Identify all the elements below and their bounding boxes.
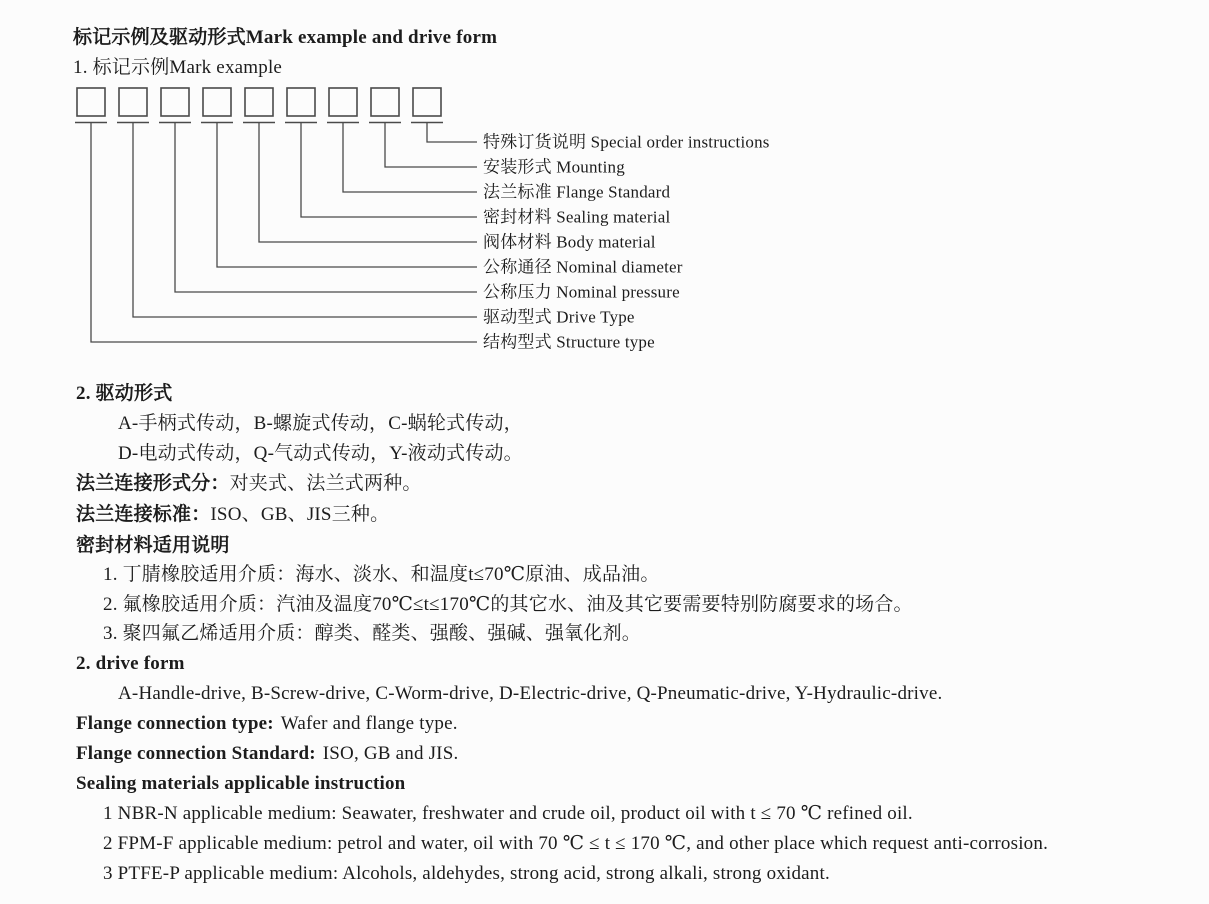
sealing-cn-item-3: 3. 聚四氟乙烯适用介质：醇类、醛类、强酸、强碱、强氧化剂。 bbox=[103, 623, 642, 644]
mark-diagram-lines bbox=[0, 0, 520, 360]
sealing-en-item-3: 3 PTFE-P applicable medium: Alcohols, aldehydes, strong acid, strong alkali, strong oxidant. bbox=[103, 863, 830, 884]
leader-line bbox=[301, 123, 477, 218]
leader-line bbox=[133, 123, 477, 318]
sealing-cn-heading: 密封材料适用说明 bbox=[76, 535, 230, 556]
diagram-label: 公称压力 Nominal pressure bbox=[483, 282, 680, 302]
drive-form-cn-heading: 2. 驱动形式 bbox=[76, 383, 173, 404]
diagram-label: 特殊订货说明 Special order instructions bbox=[483, 132, 770, 152]
code-box bbox=[77, 88, 105, 116]
leader-line bbox=[427, 123, 477, 143]
diagram-label: 公称通径 Nominal diameter bbox=[483, 257, 683, 277]
leader-line bbox=[343, 123, 477, 193]
drive-form-en-line: A-Handle-drive, B-Screw-drive, C-Worm-drive, D-Electric-drive, Q-Pneumatic-drive, Y-Hydraulic-drive. bbox=[118, 683, 943, 704]
sealing-en-heading: Sealing materials applicable instruction bbox=[76, 773, 406, 794]
leader-line bbox=[217, 123, 477, 268]
code-box bbox=[329, 88, 357, 116]
flange-type-cn-label: 法兰连接形式分： bbox=[76, 473, 230, 494]
flange-type-en-value: Wafer and flange type. bbox=[280, 713, 458, 734]
code-box bbox=[413, 88, 441, 116]
diagram-label: 密封材料 Sealing material bbox=[483, 207, 671, 227]
code-box bbox=[287, 88, 315, 116]
flange-type-en-line bbox=[76, 714, 458, 733]
flange-type-cn-line bbox=[76, 474, 422, 493]
code-box bbox=[161, 88, 189, 116]
flange-type-cn-value: 对夹式、法兰式两种。 bbox=[229, 473, 422, 494]
sealing-cn-item-2: 2. 氟橡胶适用介质：汽油及温度70℃≤t≤170℃的其它水、油及其它要需要特别防腐要求的场合。 bbox=[103, 594, 913, 615]
diagram-label: 阀体材料 Body material bbox=[483, 232, 656, 252]
sealing-cn-item-1: 1. 丁腈橡胶适用介质：海水、淡水、和温度t≤70℃原油、成品油。 bbox=[103, 564, 660, 585]
mark-example-subtitle: 1. 标记示例Mark example bbox=[73, 57, 283, 78]
flange-std-en-label: Flange connection Standard: bbox=[76, 743, 316, 764]
leader-line bbox=[91, 123, 477, 343]
flange-std-en-line bbox=[76, 744, 458, 763]
flange-std-cn-value: ISO、GB、JIS三种。 bbox=[210, 504, 390, 525]
diagram-label: 安装形式 Mounting bbox=[483, 157, 625, 177]
sealing-en-item-2: 2 FPM-F applicable medium: petrol and water, oil with 70 ℃ ≤ t ≤ 170 ℃, and other place which request anti-corrosion. bbox=[103, 833, 1049, 854]
flange-std-cn-label: 法兰连接标准： bbox=[76, 504, 211, 525]
sealing-en-item-1: 1 NBR-N applicable medium: Seawater, freshwater and crude oil, product oil with t ≤ 70 ℃ refined oil. bbox=[103, 803, 913, 824]
page-title: 标记示例及驱动形式Mark example and drive form bbox=[73, 27, 498, 48]
code-box bbox=[245, 88, 273, 116]
flange-std-cn-line bbox=[76, 505, 389, 524]
diagram-label: 法兰标准 Flange Standard bbox=[483, 182, 671, 202]
code-box bbox=[203, 88, 231, 116]
drive-form-en-heading: 2. drive form bbox=[76, 653, 185, 674]
drive-form-cn-line1: A-手柄式传动，B-螺旋式传动，C-蜗轮式传动， bbox=[118, 413, 523, 434]
code-box bbox=[119, 88, 147, 116]
flange-type-en-label: Flange connection type: bbox=[76, 713, 274, 734]
flange-std-en-value: ISO, GB and JIS. bbox=[322, 743, 459, 764]
leader-line bbox=[259, 123, 477, 243]
diagram-label: 驱动型式 Drive Type bbox=[483, 307, 635, 327]
drive-form-cn-line2: D-电动式传动，Q-气动式传动，Y-液动式传动。 bbox=[118, 443, 523, 464]
diagram-label: 结构型式 Structure type bbox=[483, 332, 655, 352]
leader-line bbox=[385, 123, 477, 168]
code-box bbox=[371, 88, 399, 116]
